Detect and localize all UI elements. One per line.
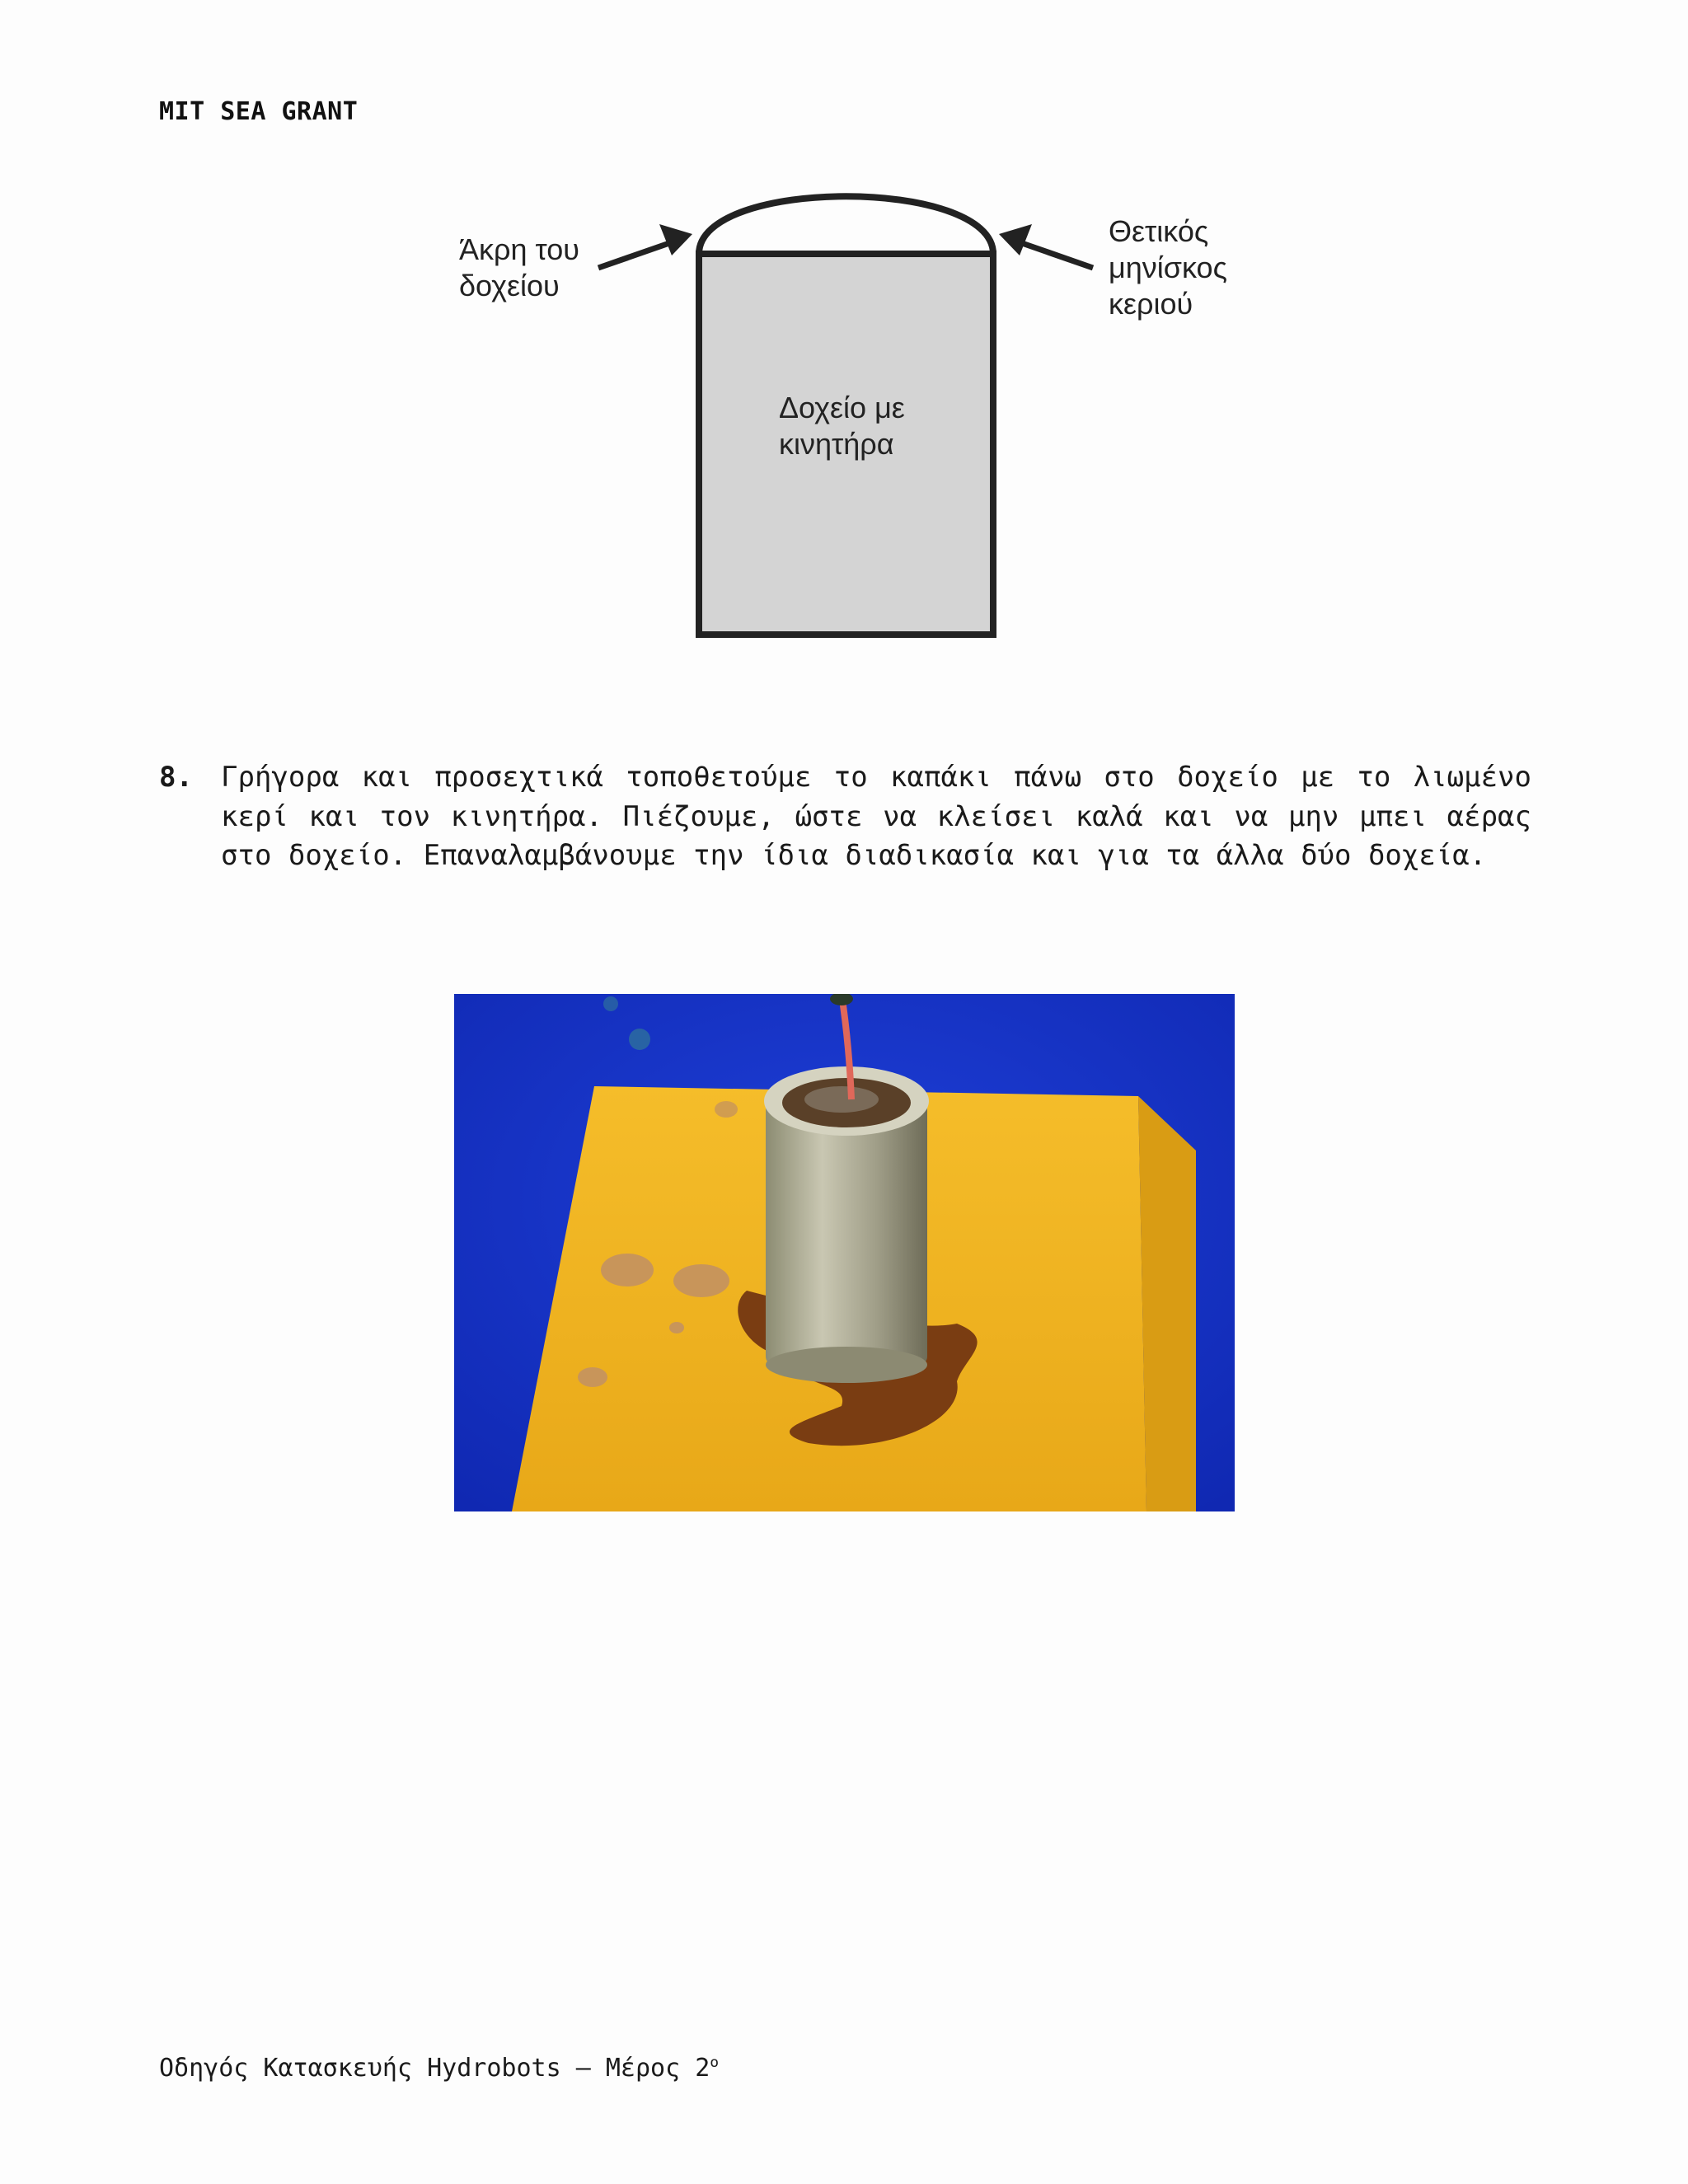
container-diagram — [0, 165, 1688, 659]
wax-drop — [578, 1367, 607, 1387]
step-text: Γρήγορα και προσεχτικά τοποθετούμε το καπάκι πάνω στο δοχείο με το λιωμένο κερί και τον κινητήρα. Πιέζουμε, ώστε να κλείσει καλά και να μην μπει αέρας στο δοχείο. Επαναλαμβάνουμε την ίδια διαδικασία και για τα άλλα δύο δοχεία. — [221, 761, 1531, 872]
label-center-line1: Δοχείο με — [779, 391, 905, 424]
container-photo-wax-shine — [804, 1086, 879, 1113]
document-header: MIT SEA GRANT — [159, 97, 359, 126]
yellow-block-side — [1138, 1096, 1196, 1511]
step-8 — [159, 758, 1531, 876]
label-right-line1: Θετικός — [1109, 214, 1209, 248]
photo-sealed-container — [454, 994, 1235, 1511]
document-footer — [159, 2054, 719, 2083]
wax-drop — [669, 1322, 684, 1333]
footer-text: Οδηγός Κατασκευής Hydrobots – Μέρος 2 — [159, 2054, 710, 2083]
arrow-right-head — [999, 224, 1032, 255]
arrow-left-head — [659, 224, 692, 255]
blur-dot — [603, 996, 618, 1011]
label-left-line1: Άκρη του — [459, 232, 579, 266]
wax-drop — [715, 1101, 738, 1118]
label-right-line3: κεριού — [1109, 287, 1193, 321]
container-photo-bottom — [766, 1347, 927, 1383]
arrow-left-line — [598, 242, 672, 268]
wax-drop — [601, 1254, 654, 1286]
label-left-line2: δοχείου — [459, 269, 560, 302]
label-center-line2: κινητήρα — [779, 427, 894, 461]
wax-meniscus — [699, 196, 993, 254]
photo-illustration — [454, 994, 1235, 1511]
step-number: 8. — [159, 761, 193, 794]
container-photo-body — [766, 1101, 927, 1365]
footer-superscript: ο — [710, 2054, 720, 2071]
label-right-line2: μηνίσκος — [1109, 251, 1227, 284]
blur-dot — [629, 1029, 650, 1050]
wax-drop — [673, 1264, 729, 1297]
arrow-right-line — [1020, 242, 1093, 268]
